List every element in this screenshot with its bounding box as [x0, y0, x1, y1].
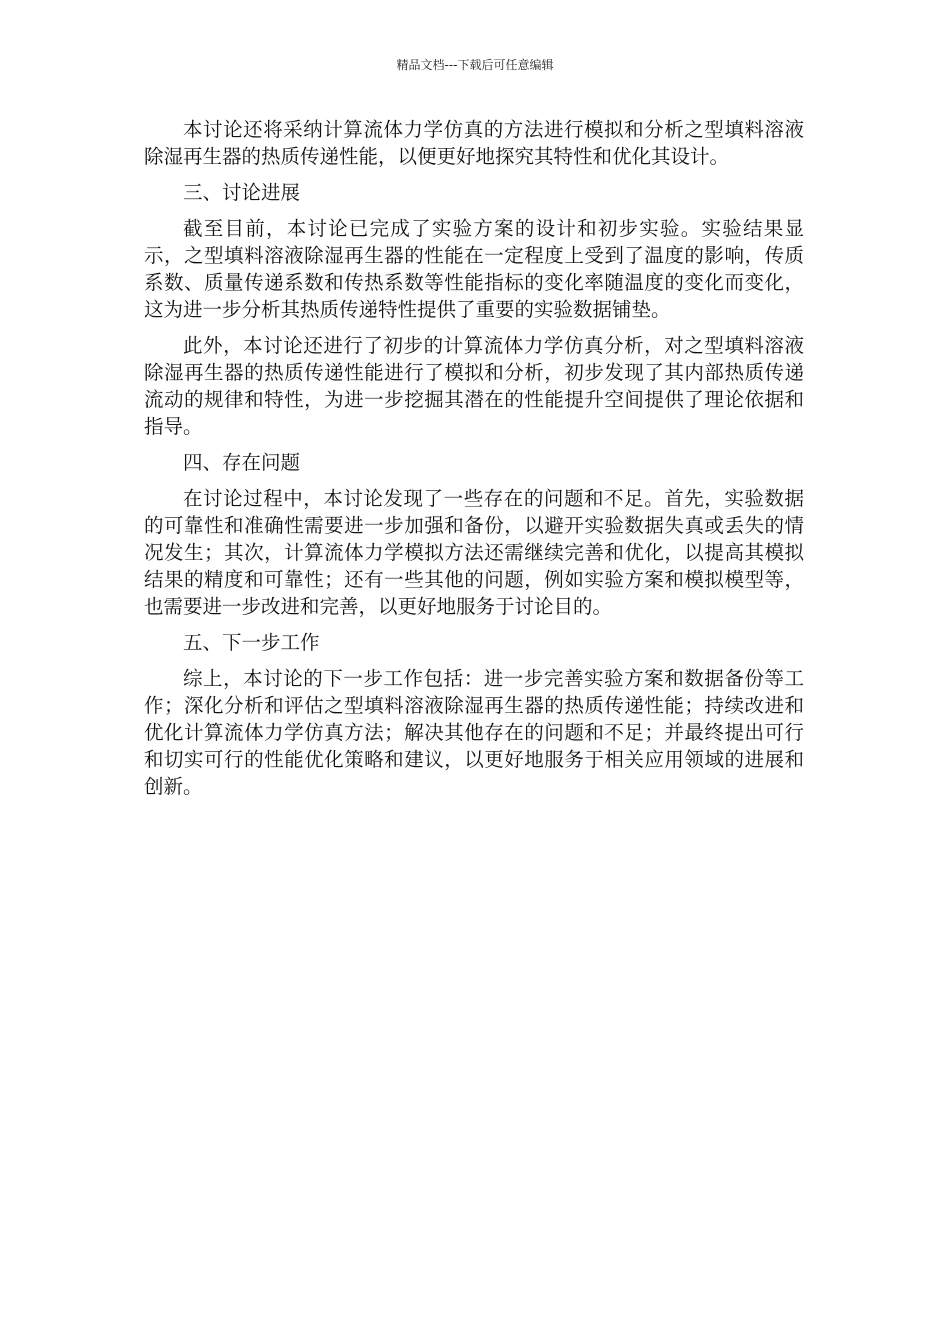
document-body [144, 116, 804, 809]
page-header: 精品文档---下载后可任意编辑 [396, 58, 554, 72]
section-heading-progress: 三、讨论进展 [183, 181, 301, 204]
paragraph-method: 本讨论还将采纳计算流体力学仿真的方法进行模拟和分析之型填料溶液除湿再生器的热质传递性能，以便更好地探究其特性和优化其设计。 [144, 118, 804, 168]
paragraph-next-steps: 综上，本讨论的下一步工作包括：进一步完善实验方案和数据备份等工作；深化分析和评估之型填料溶液除湿再生器的热质传递性能；持续改进和优化计算流体力学仿真方法；解决其他存在的问题和不足；并最终提出可行和切实可行的性能优化策略和建议，以更好地服务于相关应用领域的进展和创新。 [144, 667, 804, 798]
section-heading-problems: 四、存在问题 [183, 451, 301, 474]
paragraph-problems: 在讨论过程中，本讨论发现了一些存在的问题和不足。首先，实验数据的可靠性和准确性需要进一步加强和备份，以避开实验数据失真或丢失的情况发生；其次，计算流体力学模拟方法还需继续完善和优化，以提高其模拟结果的精度和可靠性；还有一些其他的问题，例如实验方案和模拟模型等，也需要进一步改进和完善，以更好地服务于讨论目的。 [144, 487, 804, 618]
paragraph-simulation: 此外，本讨论还进行了初步的计算流体力学仿真分析，对之型填料溶液除湿再生器的热质传递性能进行了模拟和分析，初步发现了其内部热质传递流动的规律和特性，为进一步挖掘其潜在的性能提升空间提供了理论依据和指导。 [144, 334, 804, 438]
section-heading-next-steps: 五、下一步工作 [183, 631, 320, 654]
paragraph-experiment-results: 截至目前，本讨论已完成了实验方案的设计和初步实验。实验结果显示，之型填料溶液除湿再生器的性能在一定程度上受到了温度的影响，传质系数、质量传递系数和传热系数等性能指标的变化率随温度的变化而变化，这为进一步分析其热质传递特性提供了重要的实验数据铺垫。 [144, 217, 804, 321]
